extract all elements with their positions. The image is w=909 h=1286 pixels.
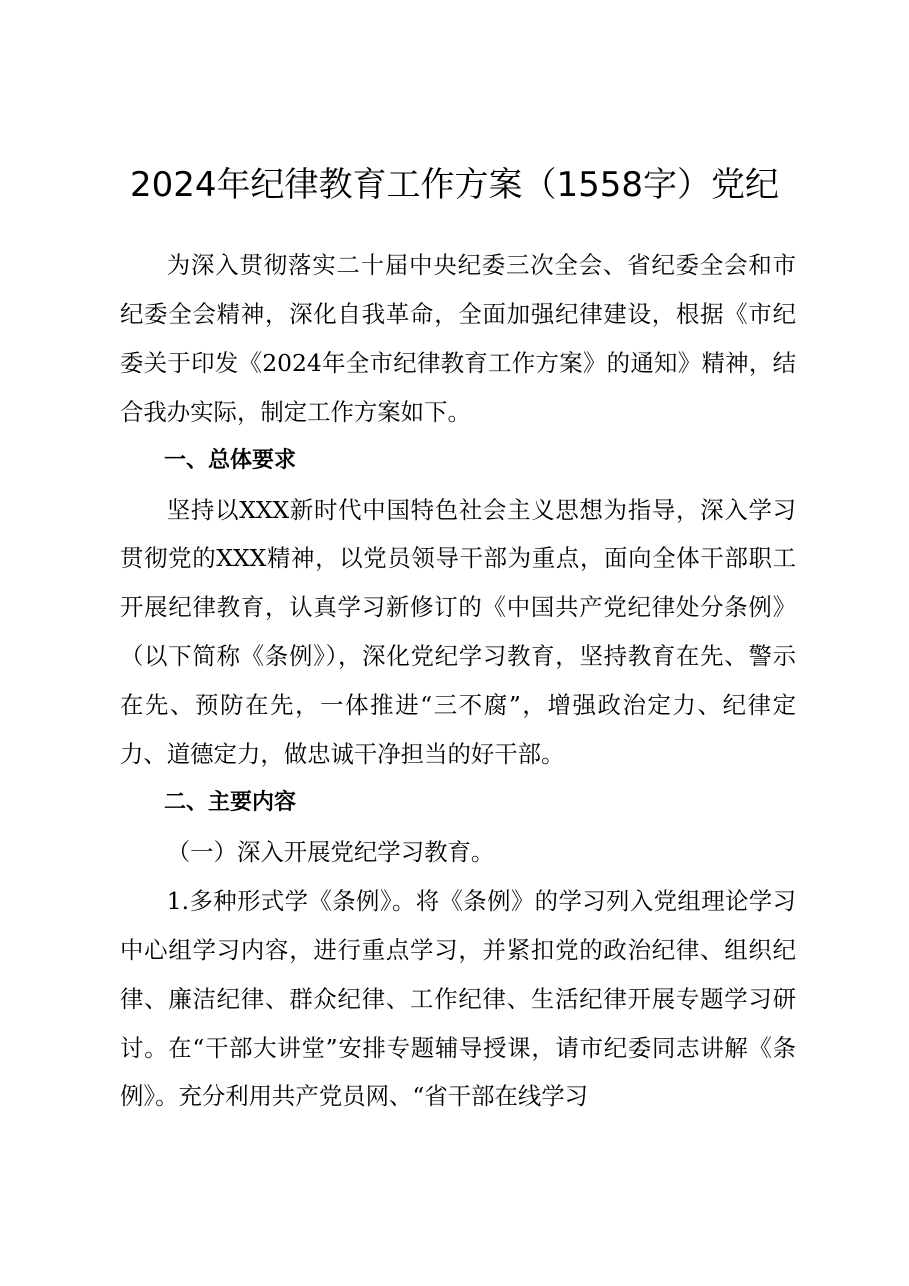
section-heading-overall-requirements: 一、总体要求 [164, 447, 297, 473]
item-1-paragraph: 1.多种形式学《条例》。将《条例》的学习列入党组理论学习中心组学习内容，进行重点学习，并紧扣党的政治纪律、组织纪律、廉洁纪律、群众纪律、工作纪律、生活纪律开展专题学习研讨。在“干部大讲堂”安排专题辅导授课，请市纪委同志讲解《条例》。充分利用共产党员网、“省干部在线学习 [120, 886, 796, 1111]
document-title: 2024年纪律教育工作方案（1558字）党纪 [129, 165, 780, 205]
section-1-paragraph: 坚持以XXX新时代中国特色社会主义思想为指导，深入学习贯彻党的XXX精神，以党员领导干部为重点，面向全体干部职工开展纪律教育，认真学习新修订的《中国共产党纪律处分条例》（以下简称《条例》），深化党纪学习教育，坚持教育在先、警示在先、预防在先，一体推进“三不腐”，增强政治定力、纪律定力、道德定力，做忠诚干净担当的好干部。 [120, 495, 796, 769]
subsection-heading-1: （一）深入开展党纪学习教育。 [166, 837, 495, 866]
intro-paragraph: 为深入贯彻落实二十届中央纪委三次全会、省纪委全会和市纪委全会精神，深化自我革命，全面加强纪律建设，根据《市纪委关于印发《2024年全市纪律教育工作方案》的通知》精神，结合我办实际，制定工作方案如下。 [120, 251, 796, 426]
section-heading-main-content: 二、主要内容 [164, 789, 297, 815]
document-body [120, 241, 796, 1121]
